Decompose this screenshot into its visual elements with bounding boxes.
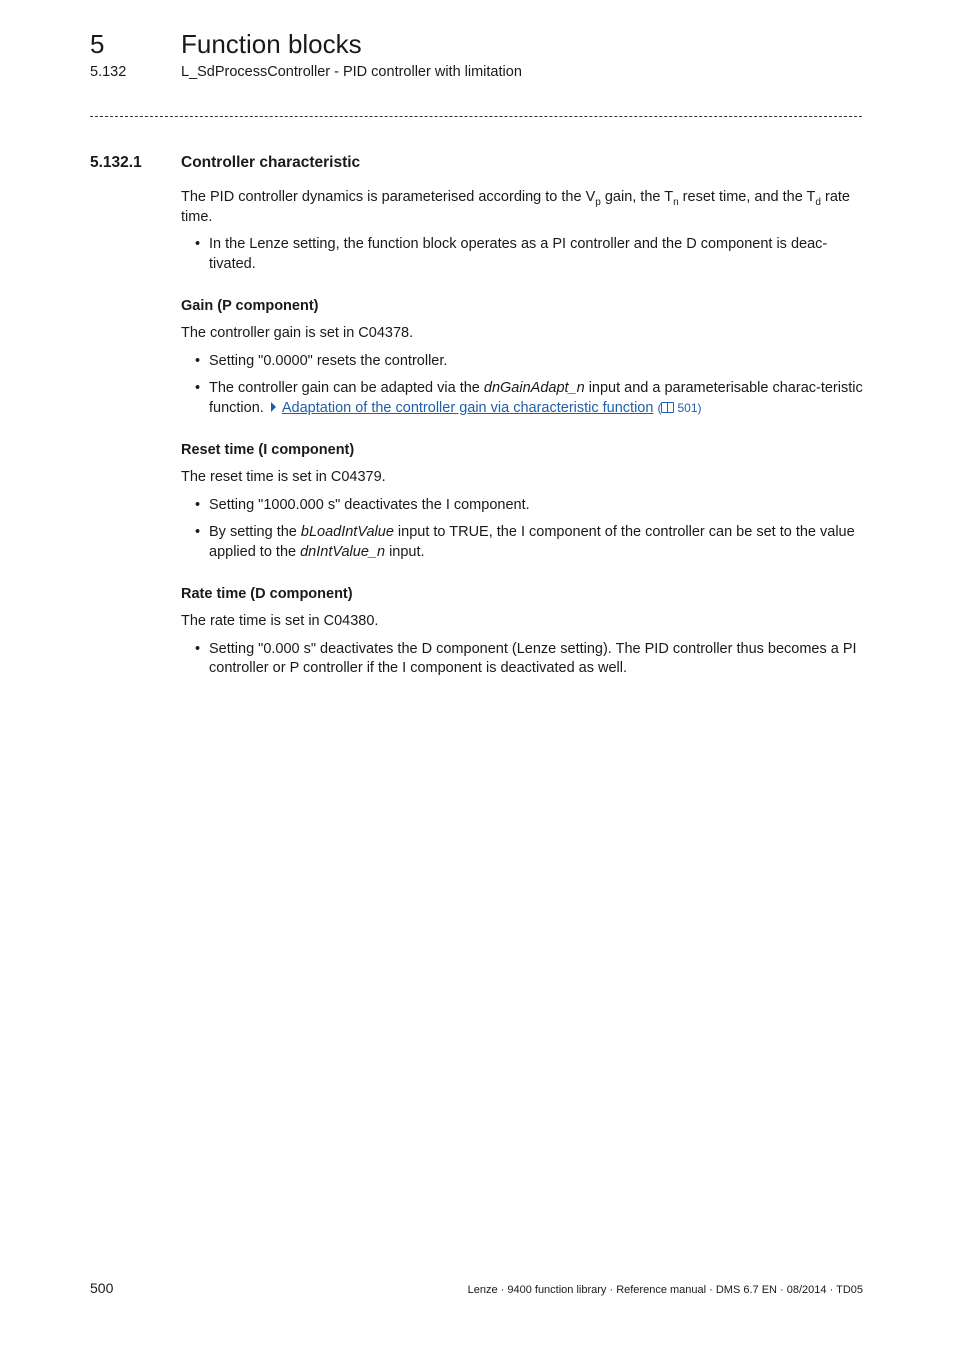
list-item (181, 235, 864, 274)
bullet-icon: • (195, 496, 201, 513)
list-item-text: input to TRUE, the I component of the controller can be set to the value applied to the (209, 524, 855, 560)
bullet-icon: • (195, 352, 201, 369)
subscript-n: n (673, 197, 679, 208)
list-item-text: input. (385, 543, 425, 560)
section-title: L_SdProcessController - PID controller with limitation (181, 64, 522, 80)
intro-text-3: reset time, and the T (678, 189, 816, 205)
book-icon (661, 402, 674, 413)
bullet-icon: • (195, 640, 201, 657)
list-item (181, 379, 864, 418)
list-item (181, 352, 864, 372)
intro-text-2: gain, the T (600, 189, 674, 205)
subsection-title: Controller characteristic (181, 154, 361, 171)
intro-paragraph (181, 188, 864, 227)
chapter-title: Function blocks (181, 29, 362, 59)
bullet-icon: • (195, 236, 201, 252)
gain-list (181, 352, 864, 419)
list-item (181, 640, 864, 679)
list-item (181, 523, 864, 562)
page-number: 500 (90, 1280, 114, 1296)
list-item-text: Setting "0.000 s" deactivates the D component (Lenze setting). The PID controller thus becomes a PI controller or P controller if the I component is deactivated as well. (209, 640, 857, 676)
page-ref-open: ( (657, 400, 662, 415)
subsection-number: 5.132.1 (90, 154, 142, 171)
bullet-icon: • (195, 380, 201, 396)
page-ref-number: 501) (677, 400, 702, 415)
signal-name: bLoadIntValue (300, 524, 394, 540)
list-item-text: By setting the (209, 524, 301, 540)
reset-list (181, 496, 864, 563)
subscript-d: d (815, 197, 821, 208)
xref-link[interactable]: Adaptation of the controller gain via characteristic function (281, 399, 654, 416)
chapter-number: 5 (90, 29, 105, 59)
reset-paragraph: The reset time is set in C04379. (181, 469, 386, 485)
intro-list (181, 235, 864, 274)
main-content (181, 188, 864, 687)
list-item-text: Setting "1000.000 s" deactivates the I component. (209, 496, 530, 513)
gain-paragraph: The controller gain is set in C04378. (181, 325, 414, 341)
rate-list (181, 640, 864, 679)
list-item-text: input and a parameterisable charac-teristic function. (209, 380, 863, 416)
reset-heading: Reset time (I component) (181, 442, 355, 458)
list-item-text: Setting "0.0000" resets the controller. (209, 352, 448, 369)
signal-name: dnIntValue_n (300, 543, 386, 560)
gain-heading: Gain (P component) (181, 298, 319, 314)
intro-text-1: The PID controller dynamics is parameterised according to the V (181, 189, 596, 205)
bullet-icon: • (195, 524, 201, 540)
header-divider (90, 116, 862, 117)
page-reference[interactable] (657, 401, 701, 415)
rate-paragraph: The rate time is set in C04380. (181, 613, 379, 629)
list-item-text: In the Lenze setting, the function block operates as a PI controller and the D component is deac-tivated. (209, 236, 828, 272)
section-number: 5.132 (90, 64, 127, 80)
arrow-right-icon (271, 402, 276, 412)
list-item-text: The controller gain can be adapted via the (209, 380, 484, 396)
signal-name: dnGainAdapt_n (483, 380, 585, 396)
rate-heading: Rate time (D component) (181, 586, 353, 602)
intro-text-4: rate time. (181, 189, 850, 225)
footer-text: Lenze · 9400 function library · Reference manual · DMS 6.7 EN · 08/2014 · TD05 (467, 1284, 863, 1296)
subscript-p: p (595, 197, 601, 208)
list-item (181, 496, 864, 516)
